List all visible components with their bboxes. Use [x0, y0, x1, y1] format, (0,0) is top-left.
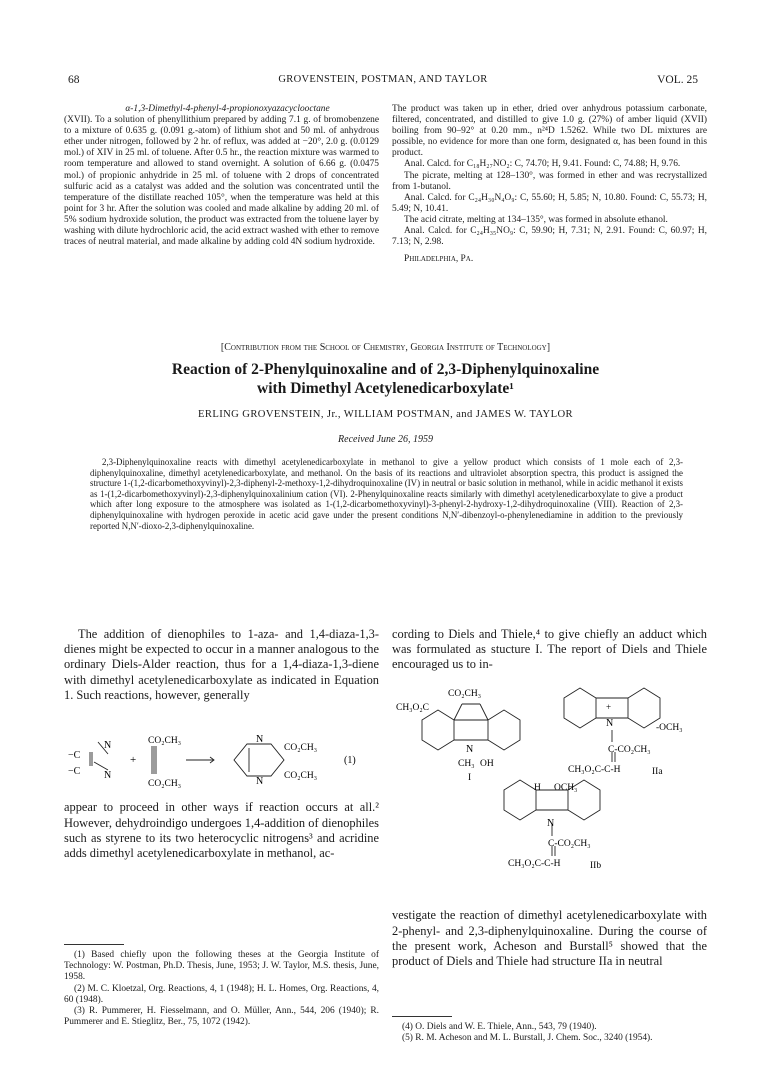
struct-I-label: I [468, 773, 472, 783]
received-date: Received June 26, 1959 [338, 434, 433, 445]
compound-heading: α-1,3-Dimethyl-4-phenyl-4-propionoxyazacyclooctane [125, 104, 330, 114]
footnote-1: (1) Based chiefly upon the following theses at the Georgia Institute of Technology: W. Postman, Ph.D. Thesis, June, 1953; J. W. Taylor, M.S. thesis, June, 1958. [64, 950, 379, 983]
svg-text:−C: −C [68, 766, 81, 777]
struct-IIb-ester-1: C-CO₂CH₃ [548, 839, 591, 849]
analysis-1: Anal. Calcd. for C₁₈H₂₇NO₂: C, 74.70; H, 9.41. Found: C, 74.88; H, 9.76. [404, 159, 681, 170]
final-paragraph: vestigate the reaction of dimethyl acetylenedicarboxylate with 2-phenyl- and 2,3-diphenylquinoxaline. During the course of the present work, Acheson and Burstall⁵ showed that the product of Diels and Thiele had structure IIa in neutral [392, 908, 707, 968]
experimental-right-column [392, 104, 707, 265]
svg-text:CO₂CH₃: CO₂CH₃ [284, 771, 318, 781]
abstract [90, 457, 683, 531]
footnote-5: (5) R. M. Acheson and M. L. Burstall, J. Chem. Soc., 3240 (1954). [402, 1033, 653, 1044]
volume-label: VOL. 25 [657, 74, 698, 86]
eq-ester-bottom: CO₂CH₃ [148, 779, 182, 788]
abstract-text: 2,3-Diphenylquinoxaline reacts with dimethyl acetylenedicarboxylate in methanol to give a yellow product which consists of 1 mole each of 2,3-diphenylquinoxaline, dimethyl acetylenedicarboxylate, and methanol. On the basis of its reactions and ultraviolet absorption spectra, this product is assigned the structure 1-(1,2-dicarbomethoxyvinyl)-2,3-diphenyl-2-methoxy-1,2-dihydroquinoxaline (IV) in neutral or basic solution in methanol, while in acidic methanol it exists as 1-(1,2-dicarbomethoxyvinyl)-2,3-diphenylquinoxalinium cation (VI). 2-Phenylquinoxaline reacts similarly with dimethyl acetylenedicarboxylate to give a product which after long exposure to the atmosphere was isolated as 1-(1,2-dicarbomethoxyvinyl)-3-phenyl-2-hydroxy-1,2-dihydroquinoxaline (VIII). Reaction of 2,3-diphenylquinoxaline with hydrogen peroxide in acetic acid gave under the present conditions N,N′-dibenzoyl-o-phenylenediamine in addition to the previously reported N,N′-dioxo-2,3-diphenylquinoxaline. [90, 457, 683, 531]
second-paragraph: appear to proceed in other ways if reaction occurs at all.² However, dehydroindigo undergoes 1,4-addition of dienophiles such as styrene to its two heterocyclic nitrogens³ and acridine adds dimethyl acetylenedicarboxylate in methanol, ac- [64, 800, 379, 860]
experimental-paragraph: (XVII). To a solution of phenyllithium prepared by adding 7.1 g. of bromobenzene to a mixture of 0.635 g. (0.091 g.-atom) of lithium shot and 50 ml. of anhydrous ether under nitrogen, followed by 2 hr. of reflux, was added at −20°, 2.0 g. (0.0129 mol.) of XIV in 25 ml. of toluene. After 0.5 hr., the reaction mixture was warmed to room temperature and allowed to stand overnight. A solution of 6.66 g. (0.0475 mol.) of propionic anhydride in 25 ml. of toluene with 2 drops of concentrated sulfuric acid as a catalyst was added and the solution was concentrated until the temperature of the distillate reached 105°, when the temperature was held at this point for 3 hr. After the solution was cooled and made alkaline by adding 20 ml. of 5% sodium hydroxide solution, the product was extracted from the toluene layer by washing with dilute hydrochloric acid, the acid extract washed with ether to remove traces of neutral material, and made alkaline by adding cold 4N sodium hydroxide. [64, 115, 379, 248]
contribution-line: [Contribution from the School of Chemistry, Georgia Institute of Technology] [220, 342, 551, 353]
analysis-3: Anal. Calcd. for C₂₄H₃₅NO₉: C, 59.90; H, 7.31; N, 2.91. Found: C, 60.97; H, 7.13; N, 2.98. [392, 226, 707, 248]
svg-text:+: + [130, 754, 137, 766]
footnote-3: (3) R. Pummerer, H. Fiesselmann, and O. Müller, Ann., 544, 206 (1940); R. Pummerer and E. Stieglitz, Ber., 75, 1072 (1942). [64, 1006, 379, 1028]
product-paragraph: The product was taken up in ether, dried over anhydrous potassium carbonate, filtered, concentrated, and distilled to give 1.0 g. (27%) of amber liquid (XVII) boiling from 90–92° at 0.20 mm., n²⁴D 1.5262. While two DL mixtures are possible, no evidence for more than one form, designated α, has been found in this product. [392, 104, 707, 159]
footnote-4: (4) O. Diels and W. E. Thiele, Ann., 543, 79 (1940). [402, 1022, 597, 1032]
struct-IIa-ester-2: CH₃O₂C-C-H [568, 765, 621, 775]
footnote-2: (2) M. C. Kloetzal, Org. Reactions, 4, 1 (1948); H. L. Homes, Org. Reactions, 4, 60 (1948). [64, 983, 379, 1005]
body-right-top [392, 627, 707, 673]
struct-IIb-och3: OCH₃ [554, 783, 578, 793]
body-left-bottom [64, 788, 379, 874]
struct-IIb-h: H [534, 783, 541, 793]
title-line-1: Reaction of 2-Phenylquinoxaline and of 2,3-Diphenylquinoxaline [171, 361, 600, 378]
svg-text:CO₂CH₃: CO₂CH₃ [284, 743, 318, 753]
eq-label: (1) [344, 755, 356, 766]
svg-text:N: N [104, 740, 112, 751]
footnote-rule-left [64, 944, 124, 945]
equation-1-diagram [64, 732, 379, 788]
struct-IIb-ester-2: CH₃O₂C-C-H [508, 859, 561, 869]
page-number: 68 [68, 74, 80, 86]
body-right-bottom [392, 896, 707, 982]
struct-IIa-ester-1: C-CO₂CH₃ [608, 745, 651, 755]
svg-text:N: N [466, 744, 474, 755]
title-line-2: with Dimethyl Acetylenedicarboxylate¹ [257, 380, 514, 397]
svg-text:N: N [547, 818, 555, 829]
article-title [64, 360, 707, 398]
svg-text:−C: −C [68, 750, 81, 761]
running-title: GROVENSTEIN, POSTMAN, AND TAYLOR [278, 74, 488, 85]
continuation-paragraph: cording to Diels and Thiele,⁴ to give chiefly an adduct which was formulated as stucture I. The report of Diels and Thiele encouraged us to in- [392, 627, 707, 672]
eq-ester-top: CO₂CH₃ [148, 736, 182, 746]
struct-I-oh: OH [480, 759, 494, 769]
struct-I-ester-1: CH₃O₂C [396, 703, 430, 713]
place-line: Philadelphia, Pa. [404, 254, 474, 265]
svg-text:N: N [256, 776, 264, 787]
struct-IIa-label: IIa [652, 767, 663, 777]
struct-IIb-label: IIb [590, 861, 602, 871]
citrate-paragraph: The acid citrate, melting at 134–135°, was formed in absolute ethanol. [404, 214, 668, 225]
svg-text:N: N [256, 734, 264, 745]
footnotes-right [392, 1022, 707, 1044]
struct-IIa-och3: -OCH₃ [656, 723, 683, 733]
picrate-paragraph: The picrate, melting at 128–130°, was formed in ether and was recrystallized from 1-butanol. [392, 170, 707, 192]
footnote-rule-right [392, 1016, 452, 1017]
author-list: ERLING GROVENSTEIN, Jr., WILLIAM POSTMAN, and JAMES W. TAYLOR [197, 409, 573, 420]
struct-I-methyl: CH₃ [458, 759, 475, 769]
struct-I-ester-2: CO₂CH₃ [448, 689, 482, 699]
svg-text:N: N [606, 718, 614, 729]
experimental-left-column [64, 104, 379, 248]
intro-paragraph: The addition of dienophiles to 1-aza- and 1,4-diaza-1,3-dienes might be expected to occur in a manner analogous to the ordinary Diels-Alder reaction, thus for a 1,4-diaza-1,3-diene with dimethyl acetylenedicarboxylate as indicated in Equation 1. Such reactions, however, generally [64, 627, 379, 702]
svg-text:N: N [104, 770, 112, 781]
footnotes-left [64, 950, 379, 1028]
structures-diagram [392, 676, 707, 892]
body-left-top [64, 627, 379, 703]
svg-text:+: + [606, 702, 612, 712]
analysis-2: Anal. Calcd. for C₂₄H₃₀N₄O₉: C, 55.60; H, 5.85; N, 10.80. Found: C, 55.73; H, 5.49; N, 10.41. [392, 192, 707, 214]
